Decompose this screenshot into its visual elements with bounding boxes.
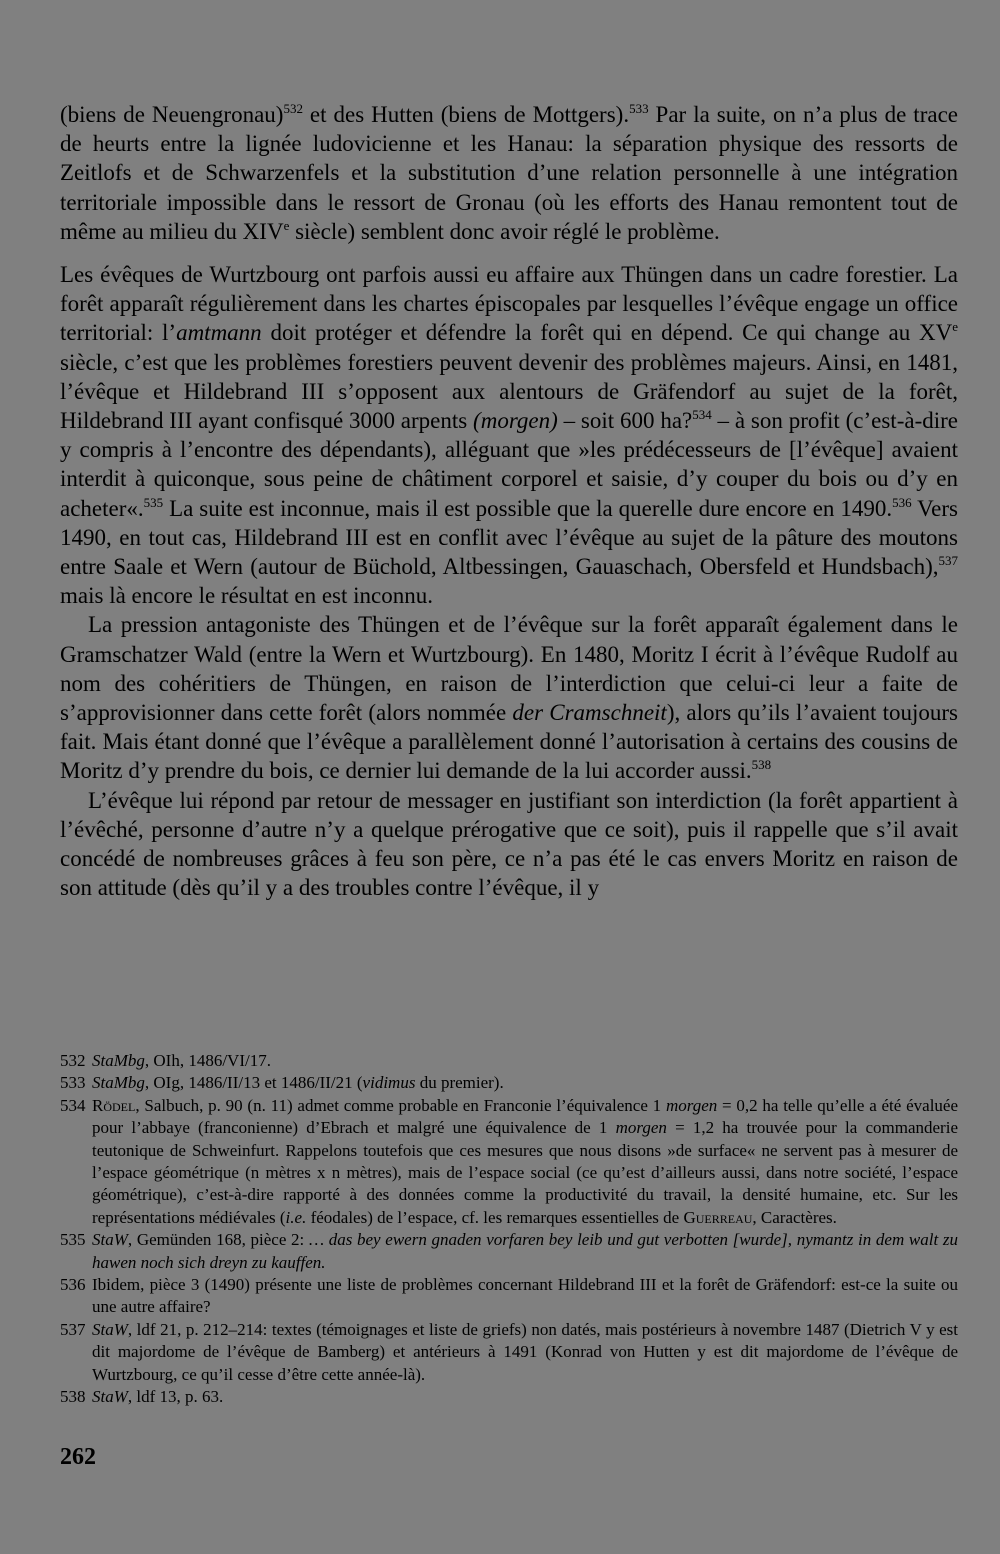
text-run: du premier). bbox=[415, 1073, 504, 1093]
footnote-ref: 535 bbox=[143, 494, 164, 510]
footnote-text bbox=[92, 1050, 958, 1072]
text-run: féodales) de l’espace, cf. les remarques essentielles de bbox=[306, 1207, 684, 1227]
italic-text: morgen bbox=[615, 1118, 667, 1138]
text-run: La pression antagoniste des Thüngen et de l’évêque sur la forêt apparaît également dans le Gramschatzer Wald (entre la Wern et Wurtzbourg). En 1480, Moritz I écrit à l’évêque Rudolf au nom des cohéritiers de Thüngen, en raison de l’interdiction que celui-ci leur a faite de s’approvisionner dans cette forêt (alors nommée bbox=[60, 612, 958, 726]
text-run: et des Hutten (biens de Mottgers). bbox=[302, 102, 630, 127]
italic-text: amtmann bbox=[176, 320, 262, 346]
footnote bbox=[60, 1386, 958, 1408]
italic-text: StaW bbox=[92, 1387, 128, 1407]
footnote-ref: 536 bbox=[892, 494, 912, 510]
text-run: , OIg, 1486/II/13 et 1486/II/21 ( bbox=[144, 1073, 363, 1093]
main-text bbox=[60, 100, 958, 902]
footnote-number: 536 bbox=[60, 1275, 86, 1295]
footnote-text bbox=[92, 1274, 958, 1319]
italic-text: StaMbg bbox=[92, 1051, 145, 1070]
italic-text: … das bey ewern gnaden vorfaren bey leib und gut verbotten [wurde], nymantz in dem walt zu hawen noch sich dreyn zu kauffen. bbox=[92, 1230, 958, 1272]
footnote-number: 533 bbox=[60, 1073, 86, 1093]
italic-text: morgen bbox=[665, 1095, 718, 1115]
text-run: L’évêque lui répond par retour de messager en justifiant son interdiction (la forêt appartient à l’évêché, personne d’autre n’y a quelque prérogative que ce soit), puis il rappelle que s’il avait concédé de nombreuses grâces à feu son père, ce n’a pas été le cas envers Moritz en raison de son attitude (dès qu’il y a des troubles contre l’évêque, il y bbox=[60, 787, 958, 901]
footnote bbox=[60, 1274, 958, 1319]
footnotes bbox=[60, 1050, 958, 1409]
italic-text: der Cramschneit bbox=[512, 700, 667, 726]
paragraph bbox=[60, 260, 958, 610]
text-run: = 0,2 ha telle qu’elle a été évaluée pour l’abbaye (franconienne) d’Ebrach et malgré une équivalence de 1 bbox=[92, 1095, 959, 1138]
footnote bbox=[60, 1229, 958, 1274]
text-run: , Gemünden 168, pièce 2: bbox=[127, 1230, 309, 1250]
footnote-number: 534 bbox=[60, 1095, 86, 1115]
text-run: – à son profit (c’est-à-dire y compris à l’encontre des dépendants), alléguant que »les prédécesseurs de [l’évêque] avaient interdit à quiconque, sous peine de châtiment corporel et saisie, d’y couper du bois ou d’y en acheter«. bbox=[60, 408, 958, 521]
footnote-number: 535 bbox=[60, 1230, 86, 1250]
footnote-text bbox=[92, 1072, 958, 1094]
italic-text: StaMbg bbox=[92, 1073, 145, 1093]
footnote-number: 538 bbox=[60, 1387, 86, 1407]
text-run: Vers 1490, en tout cas, Hildebrand III est en conflit avec l’évêque au sujet de la pâture des moutons entre Saale et Wern (autour de Büchold, Altbessingen, Gauaschach, Obersfeld et Hundsbach), bbox=[60, 495, 958, 580]
page-number: 262 bbox=[60, 1444, 96, 1470]
text-run: siècle, c’est que les problèmes forestiers peuvent devenir des problèmes majeurs. Ainsi, en 1481, l’évêque et Hildebrand III s’opposent aux alentours de Gräfendorf au sujet de la forêt, Hildebrand III ayant confisqué 3000 arpents bbox=[60, 349, 958, 434]
footnote-ref: 534 bbox=[692, 407, 712, 423]
footnote bbox=[60, 1319, 958, 1386]
text-run: , ldf 13, p. 63. bbox=[127, 1387, 224, 1407]
text-run: doit protéger et défendre la forêt qui en dépend. Ce qui change au XV bbox=[261, 320, 953, 346]
text-run: La suite est inconnue, mais il est possible que la querelle dure encore en 1490. bbox=[163, 495, 893, 521]
italic-text: vidimus bbox=[362, 1073, 416, 1093]
text-run: , Salbuch, p. 90 (n. 11) admet comme probable en Franconie l’équivalence 1 bbox=[135, 1095, 666, 1115]
text-run: Ibidem, pièce 3 (1490) présente une liste de problèmes concernant Hildebrand III et la forêt de Gräfendorf: est-ce la suite ou une autre affaire? bbox=[92, 1275, 958, 1317]
footnote-text bbox=[92, 1319, 958, 1386]
italic-text: (morgen) bbox=[473, 408, 558, 434]
author-name: Guerreau bbox=[683, 1207, 753, 1227]
text-run: – soit 600 ha? bbox=[557, 408, 693, 434]
text-run: , Caractères. bbox=[752, 1207, 837, 1227]
text-run: siècle) semblent donc avoir réglé le problème. bbox=[289, 218, 720, 244]
italic-text: StaW bbox=[92, 1319, 128, 1339]
italic-text: i.e. bbox=[285, 1207, 307, 1227]
footnote bbox=[60, 1072, 958, 1094]
text-run: , ldf 21, p. 212–214: textes (témoignages et liste de griefs) non datés, mais postérieurs à novembre 1487 (Dietrich V y est dit majordome de l’évêque de Bamberg) et antérieurs à 1491 (Konrad von Hutten y est dit majordome de l’évêque de Wurtzbourg, ce qu’il cesse d’être cette année-là). bbox=[92, 1319, 958, 1384]
footnote-number: 532 bbox=[60, 1051, 86, 1070]
paragraph bbox=[60, 786, 958, 903]
footnote-text bbox=[92, 1386, 958, 1408]
footnote bbox=[60, 1050, 958, 1072]
italic-text: StaW bbox=[92, 1230, 128, 1250]
text-run: , OIh, 1486/VI/17. bbox=[144, 1051, 271, 1070]
footnote-text bbox=[92, 1095, 958, 1229]
footnote bbox=[60, 1095, 958, 1229]
footnote-ref: 533 bbox=[629, 101, 649, 116]
text-run: ), alors qu’ils l’avaient toujours fait. Mais étant donné que l’évêque a parallèlement donné l’autorisation à certains des cousins de Moritz d’y prendre du bois, ce dernier lui demande de la lui accorder aussi. bbox=[60, 700, 959, 784]
footnote-ref: e bbox=[952, 319, 958, 335]
footnote-number: 537 bbox=[60, 1319, 86, 1339]
author-name: Rödel bbox=[92, 1095, 136, 1115]
text-run: = 1,2 ha trouvée pour la commanderie teutonique de Schweinfurt. Rappelons toutefois que ces mesures que nous disons »de surface« ne servent pas à mesurer de l’espace géométrique (n mètres x n mètres), mais de l’espace social (ce qu’est d’ailleurs aussi, dans notre société, l’espace géométrique), c’est-à-dire rapporté à des données comme la productivité du travail, la densité humaine, etc. Sur les représentations médiévales ( bbox=[92, 1118, 958, 1227]
footnote-ref: e bbox=[283, 217, 290, 233]
footnote-ref: 532 bbox=[283, 101, 303, 116]
text-run: Les évêques de Wurtzbourg ont parfois aussi eu affaire aux Thüngen dans un cadre forestier. La forêt apparaît régulièrement dans les chartes épiscopales par lesquelles l’évêque engage un office territorial: l’ bbox=[60, 262, 958, 346]
text-run: (biens de Neuengronau) bbox=[60, 102, 284, 127]
paragraph bbox=[60, 100, 958, 246]
footnote-ref: 538 bbox=[751, 757, 772, 773]
footnote-ref: 537 bbox=[938, 553, 958, 569]
paragraph bbox=[60, 610, 958, 785]
text-run: Par la suite, on n’a plus de trace de heurts entre la lignée ludovicienne et les Hanau: la séparation physique des ressorts de Zeitlofs et de Schwarzenfels et la substitution d’une relation personnelle à une intégration territoriale impossible dans le ressort de Gronau (où les efforts des Hanau remontent tout de même au milieu du XIV bbox=[60, 102, 958, 244]
text-run: mais là encore le résultat en est inconnu. bbox=[60, 583, 433, 609]
footnote-text bbox=[92, 1229, 958, 1274]
